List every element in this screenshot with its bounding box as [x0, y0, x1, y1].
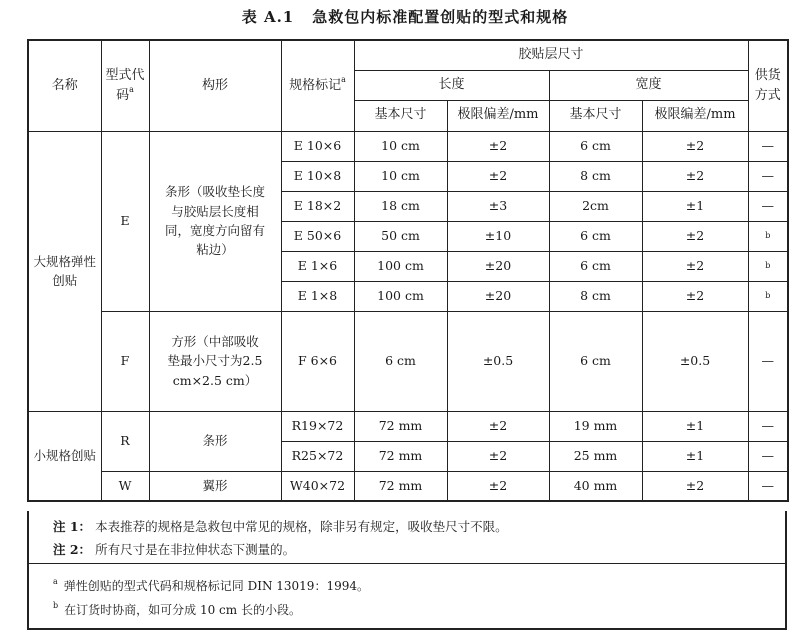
length-dev-cell: ±2 — [447, 411, 549, 441]
header-length-dev: 极限偏差/mm — [447, 100, 549, 131]
footnote-mark: b — [53, 601, 59, 610]
length-dev-cell: ±0.5 — [447, 311, 549, 411]
supply-cell: — — [748, 411, 788, 441]
spec-cell: R25×72 — [281, 441, 354, 471]
table-row — [28, 471, 788, 501]
length-dev-cell: ±3 — [447, 191, 549, 221]
width-dev-cell: ±2 — [642, 471, 748, 501]
footnote-text: 弹性创贴的型式代码和规格标记同 DIN 13019：1994。 — [63, 579, 369, 593]
width-dev-cell: ±2 — [642, 161, 748, 191]
header-spec — [281, 40, 354, 131]
length-dev-cell: ±10 — [447, 221, 549, 251]
note-text: 所有尺寸是在非拉伸状态下测量的。 — [95, 542, 296, 557]
table-number: 表 A.1 — [241, 8, 295, 26]
shape-e: 条形（吸收垫长度与胶贴层长度相同，宽度方向留有粘边） — [149, 131, 281, 311]
width-cell: 8 cm — [549, 161, 642, 191]
footnote-a — [53, 577, 369, 594]
supply-cell: b — [748, 281, 788, 311]
spec-cell: W40×72 — [281, 471, 354, 501]
width-cell: 25 mm — [549, 441, 642, 471]
length-cell: 18 cm — [354, 191, 447, 221]
width-dev-cell: ±1 — [642, 441, 748, 471]
width-cell: 2cm — [549, 191, 642, 221]
header-type-code-mark: a — [129, 84, 134, 94]
width-dev-cell: ±2 — [642, 281, 748, 311]
footnote-mark: a — [53, 577, 58, 586]
supply-cell: b — [748, 251, 788, 281]
note-label: 注 2： — [53, 542, 92, 557]
supply-cell: — — [748, 161, 788, 191]
group-small: 小规格创贴 — [28, 411, 101, 501]
supply-cell: — — [748, 131, 788, 161]
header-spec-text: 规格标记 — [289, 77, 342, 93]
header-name: 名称 — [28, 40, 101, 131]
spec-cell: R19×72 — [281, 411, 354, 441]
width-dev-cell: ±0.5 — [642, 311, 748, 411]
length-dev-cell: ±2 — [447, 471, 549, 501]
note-text: 本表推荐的规格是急救包中常见的规格，除非另有规定，吸收垫尺寸不限。 — [95, 519, 508, 534]
header-width-basic: 基本尺寸 — [549, 100, 642, 131]
notes-box — [27, 511, 787, 630]
header-adhesive: 胶贴层尺寸 — [354, 40, 748, 70]
length-dev-cell: ±20 — [447, 251, 549, 281]
width-cell: 40 mm — [549, 471, 642, 501]
width-cell: 6 cm — [549, 251, 642, 281]
supply-cell: — — [748, 441, 788, 471]
header-width: 宽度 — [549, 70, 748, 100]
code-w: W — [101, 471, 149, 501]
code-e: E — [101, 131, 149, 311]
length-cell: 10 cm — [354, 161, 447, 191]
length-dev-cell: ±2 — [447, 161, 549, 191]
length-cell: 50 cm — [354, 221, 447, 251]
table-row — [28, 311, 788, 411]
length-dev-cell: ±2 — [447, 131, 549, 161]
group-large: 大规格弹性创贴 — [28, 131, 101, 411]
spec-cell: E 50×6 — [281, 221, 354, 251]
width-cell: 8 cm — [549, 281, 642, 311]
header-length-basic: 基本尺寸 — [354, 100, 447, 131]
length-cell: 72 mm — [354, 441, 447, 471]
footnote-divider — [29, 563, 785, 564]
width-cell: 19 mm — [549, 411, 642, 441]
header-length: 长度 — [354, 70, 549, 100]
table-caption: 急救包内标准配置创贴的型式和规格 — [312, 8, 569, 26]
header-type-code — [101, 40, 149, 131]
width-cell: 6 cm — [549, 221, 642, 251]
note-2 — [53, 540, 295, 558]
length-cell: 72 mm — [354, 411, 447, 441]
spec-table — [27, 39, 789, 502]
spec-cell: E 1×6 — [281, 251, 354, 281]
footnote-text: 在订货时协商，如可分成 10 cm 长的小段。 — [64, 603, 301, 617]
spec-cell: E 10×8 — [281, 161, 354, 191]
length-dev-cell: ±20 — [447, 281, 549, 311]
width-cell: 6 cm — [549, 131, 642, 161]
supply-cell: — — [748, 311, 788, 411]
supply-cell: — — [748, 471, 788, 501]
width-dev-cell: ±1 — [642, 411, 748, 441]
spec-cell: E 18×2 — [281, 191, 354, 221]
header-width-dev: 极限编差/mm — [642, 100, 748, 131]
length-cell: 72 mm — [354, 471, 447, 501]
supply-cell: b — [748, 221, 788, 251]
length-cell: 6 cm — [354, 311, 447, 411]
shape-w: 翼形 — [149, 471, 281, 501]
spec-cell: E 1×8 — [281, 281, 354, 311]
width-cell: 6 cm — [549, 311, 642, 411]
width-dev-cell: ±2 — [642, 251, 748, 281]
length-dev-cell: ±2 — [447, 441, 549, 471]
table-row — [28, 131, 788, 161]
code-f: F — [101, 311, 149, 411]
table-row — [28, 411, 788, 441]
length-cell: 10 cm — [354, 131, 447, 161]
length-cell: 100 cm — [354, 251, 447, 281]
spec-cell: F 6×6 — [281, 311, 354, 411]
footnote-b — [53, 601, 301, 618]
header-shape: 构形 — [149, 40, 281, 131]
width-dev-cell: ±2 — [642, 131, 748, 161]
header-type-code-text: 型式代码 — [105, 67, 145, 103]
width-dev-cell: ±2 — [642, 221, 748, 251]
code-r: R — [101, 411, 149, 471]
shape-r: 条形 — [149, 411, 281, 471]
supply-cell: — — [748, 191, 788, 221]
header-supply: 供货方式 — [748, 40, 788, 131]
table-title — [0, 6, 810, 27]
shape-f: 方形（中部吸收垫最小尺寸为2.5 cm×2.5 cm） — [149, 311, 281, 411]
width-dev-cell: ±1 — [642, 191, 748, 221]
note-1 — [53, 517, 508, 535]
length-cell: 100 cm — [354, 281, 447, 311]
spec-cell: E 10×6 — [281, 131, 354, 161]
header-spec-mark: a — [341, 74, 346, 84]
note-label: 注 1： — [53, 519, 92, 534]
